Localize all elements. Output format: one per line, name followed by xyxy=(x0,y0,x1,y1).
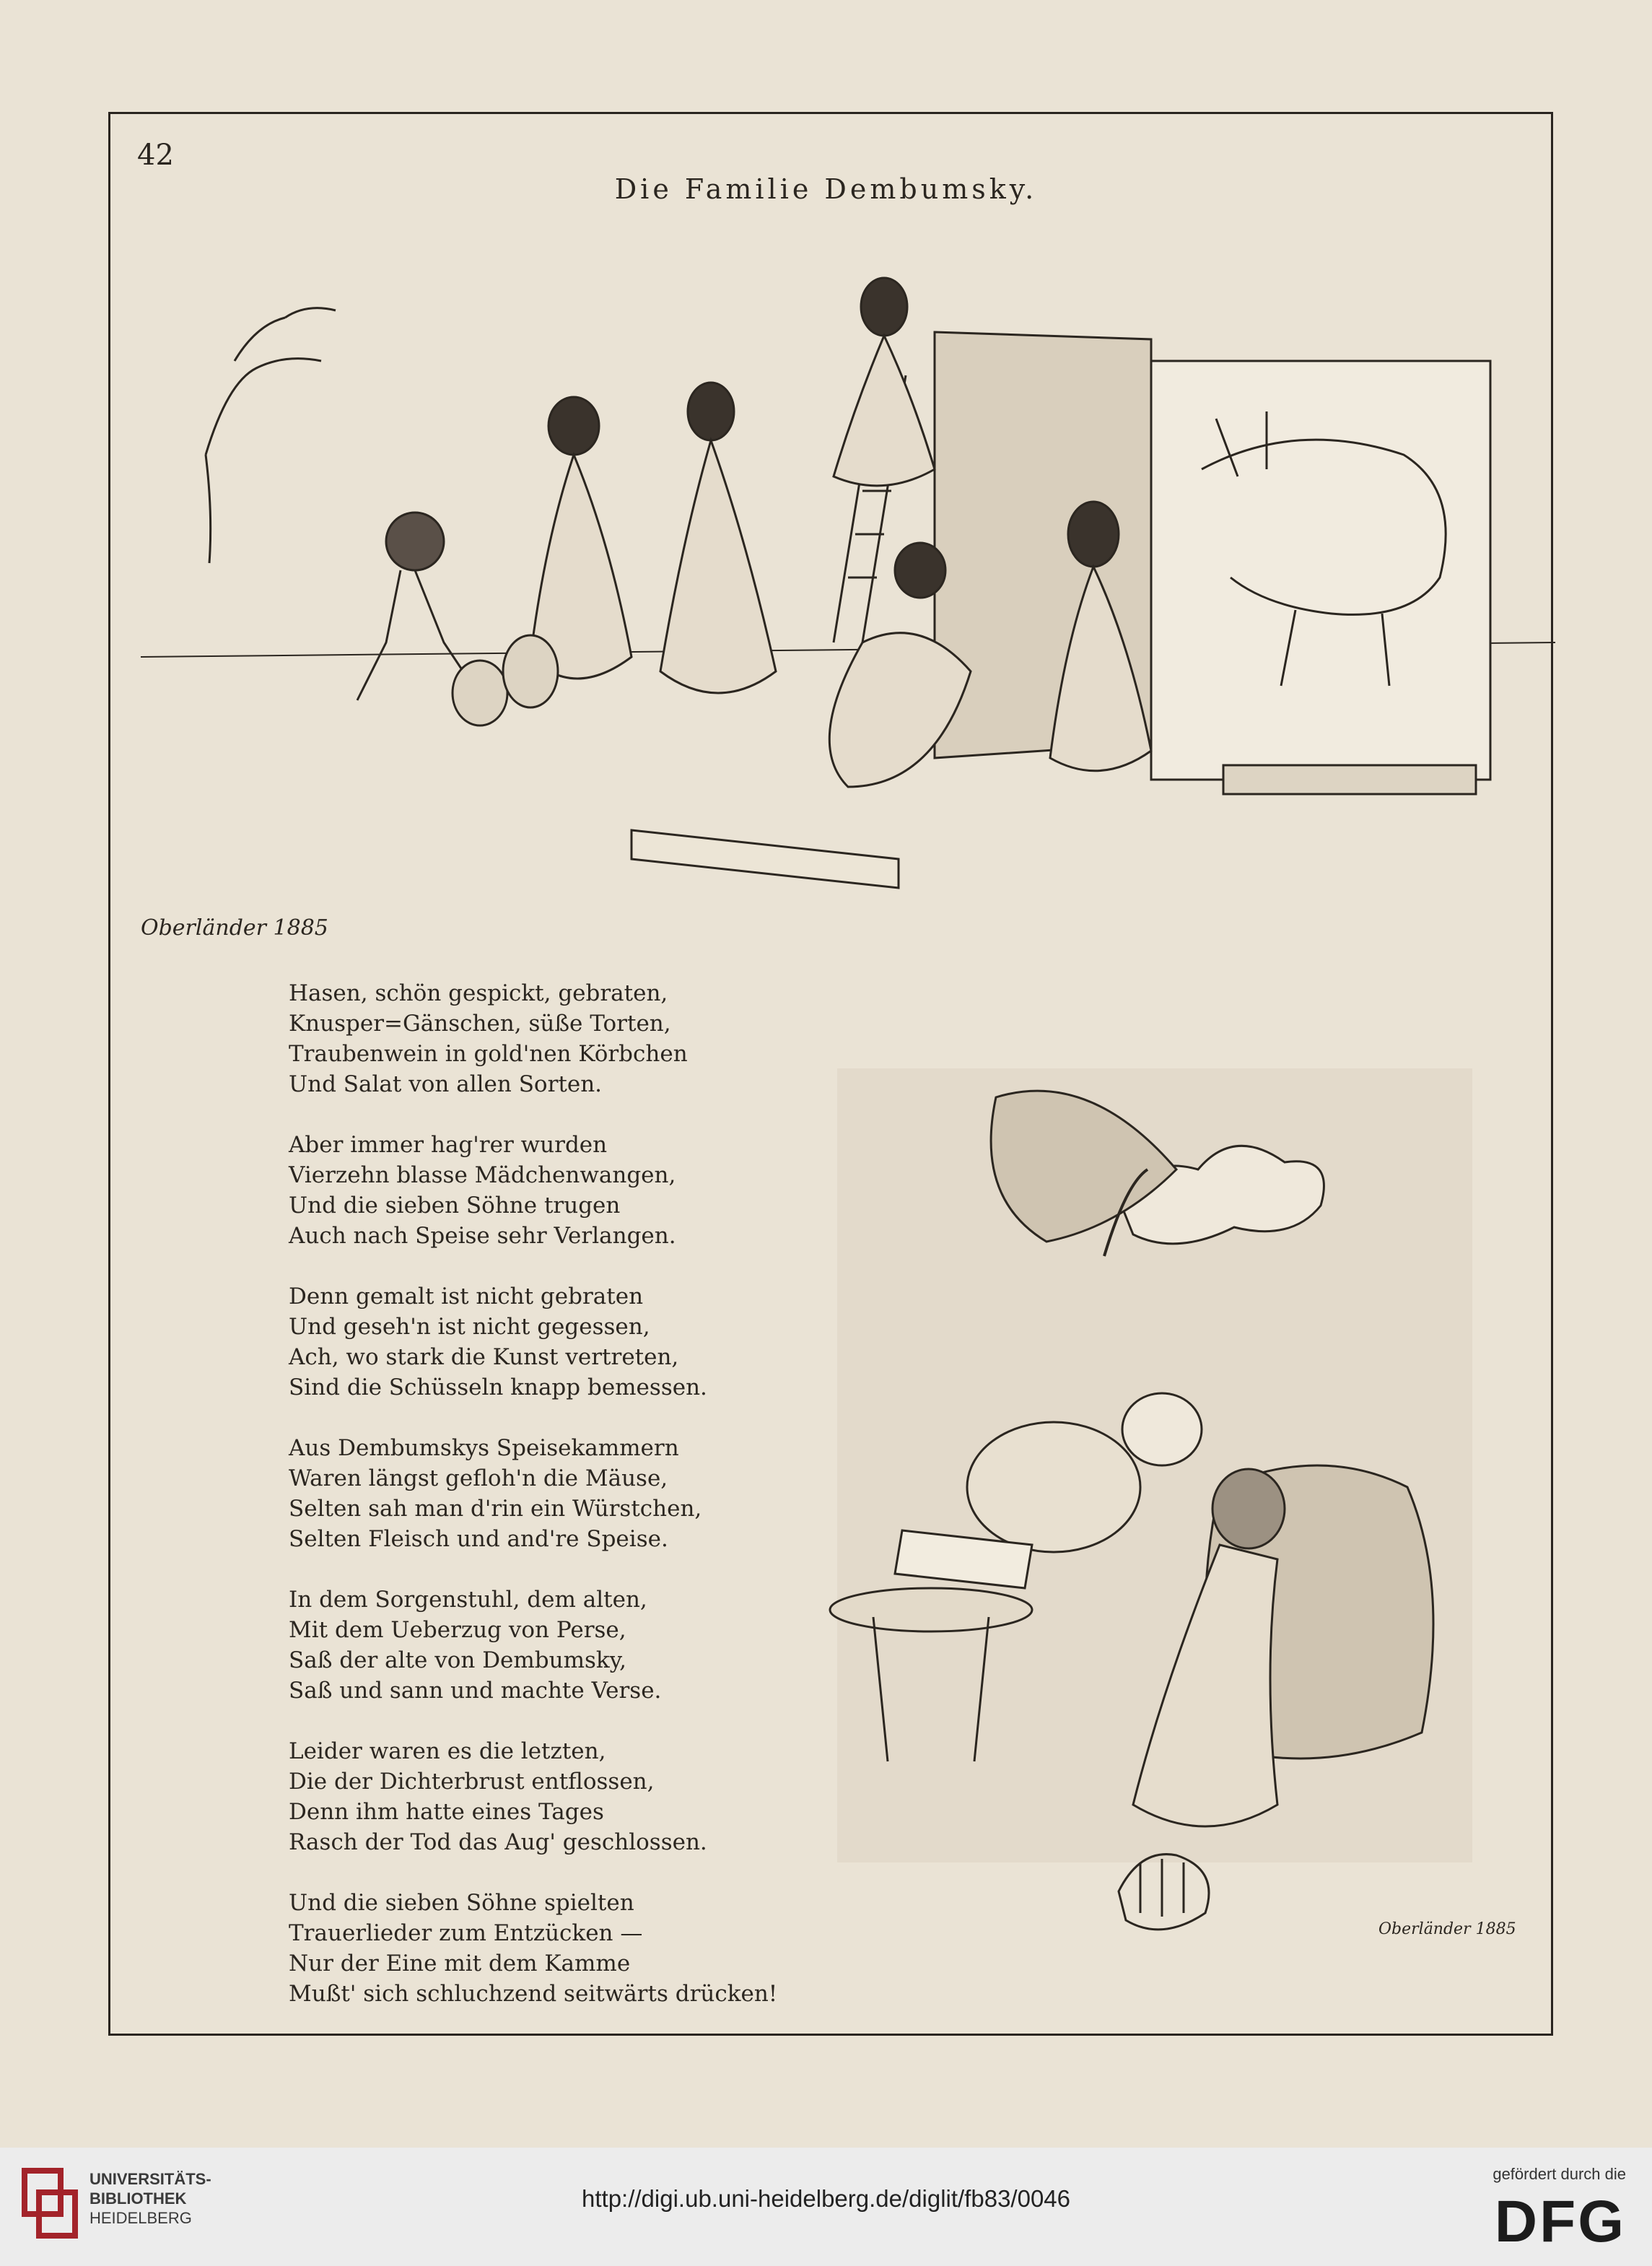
poem-line: Hasen, schön gespickt, gebraten, xyxy=(289,980,668,1006)
poem-line: Denn ihm hatte eines Tages xyxy=(289,1799,604,1825)
funded-by-label: gefördert durch die xyxy=(1493,2165,1626,2183)
poem-line: Vierzehn blasse Mädchenwangen, xyxy=(289,1162,676,1188)
footer-bar xyxy=(0,2148,1652,2266)
poem xyxy=(289,978,808,2039)
poem-line: Selten Fleisch und and're Speise. xyxy=(289,1526,668,1552)
page-title: Die Familie Dembumsky. xyxy=(614,173,1038,205)
poem-line: Und die sieben Söhne trugen xyxy=(289,1193,621,1219)
poem-line: Und die sieben Söhne spielten xyxy=(289,1890,634,1916)
document-url-link[interactable]: http://digi.ub.uni-heidelberg.de/diglit/fb83/0046 xyxy=(582,2185,1070,2212)
poem-line: Aus Dembumskys Speisekammern xyxy=(289,1435,679,1461)
library-line-2: BIBLIOTHEK xyxy=(89,2189,187,2208)
poem-stanza xyxy=(289,1433,808,1554)
poem-line: In dem Sorgenstuhl, dem alten, xyxy=(289,1587,647,1613)
signature-bottom: Oberländer 1885 xyxy=(1378,1920,1516,1938)
poem-stanza xyxy=(289,1281,808,1403)
illustration-painters xyxy=(141,238,1555,942)
poem-line: Saß der alte von Dembumsky, xyxy=(289,1647,626,1673)
poem-line: Denn gemalt ist nicht gebraten xyxy=(289,1284,644,1310)
poem-line: Die der Dichterbrust entflossen, xyxy=(289,1769,655,1795)
poem-stanza xyxy=(289,1888,808,2009)
poem-line: Saß und sann und machte Verse. xyxy=(289,1678,662,1704)
poem-line: Knusper=Gänschen, süße Torten, xyxy=(289,1011,671,1037)
library-line-3: HEIDELBERG xyxy=(89,2209,192,2227)
poem-stanza xyxy=(289,978,808,1099)
poem-line: Nur der Eine mit dem Kamme xyxy=(289,1951,631,1977)
poem-line: Traubenwein in gold'nen Körbchen xyxy=(289,1041,688,1067)
dfg-logo: DFG xyxy=(1494,2189,1626,2254)
poem-line: Ach, wo stark die Kunst vertreten, xyxy=(289,1344,679,1370)
poem-line: Mit dem Ueberzug von Perse, xyxy=(289,1617,626,1643)
poem-line: Waren längst gefloh'n die Mäuse, xyxy=(289,1465,668,1491)
library-line-1: UNIVERSITÄTS- xyxy=(89,2170,211,2188)
poem-line: Rasch der Tod das Aug' geschlossen. xyxy=(289,1829,707,1855)
poem-line: Selten sah man d'rin ein Würstchen, xyxy=(289,1496,702,1522)
poem-line: Sind die Schüsseln knapp bemessen. xyxy=(289,1374,707,1400)
illustration-poet-angel xyxy=(816,1040,1537,1971)
poem-line: Mußt' sich schluchzend seitwärts drücken! xyxy=(289,1981,778,2007)
poem-line: Und geseh'n ist nicht gegessen, xyxy=(289,1314,650,1340)
poem-line: Leider waren es die letzten, xyxy=(289,1738,606,1764)
page-number: 42 xyxy=(137,139,174,172)
signature-top: Oberländer 1885 xyxy=(141,915,328,941)
poem-line: Trauerlieder zum Entzücken — xyxy=(289,1920,643,1946)
poem-line: Und Salat von allen Sorten. xyxy=(289,1071,603,1097)
poem-stanza xyxy=(289,1585,808,1706)
poem-line: Auch nach Speise sehr Verlangen. xyxy=(289,1223,676,1249)
poem-stanza xyxy=(289,1130,808,1251)
poem-line: Aber immer hag'rer wurden xyxy=(289,1132,608,1158)
poem-stanza xyxy=(289,1736,808,1857)
